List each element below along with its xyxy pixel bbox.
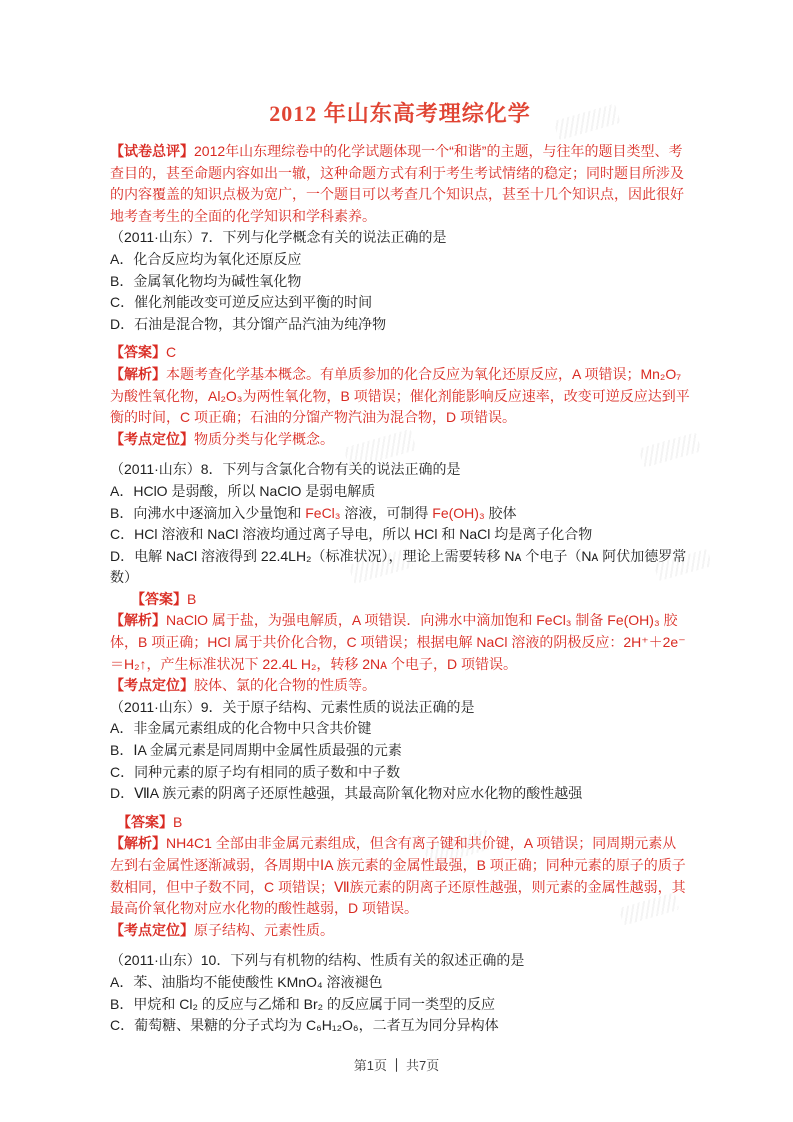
question-block <box>110 950 690 1036</box>
text-segment: 胶体、氯的化合物的性质等。 <box>194 677 376 694</box>
question-option <box>110 503 690 525</box>
text-segment: 金属氧化物均为碱性氧化物 <box>133 272 302 289</box>
footer-separator: ｜ <box>389 1058 403 1073</box>
text-segment: 苯、油脂均不能使酸性 KMnO₄ 溶液褪色 <box>133 973 383 990</box>
question-option <box>110 740 690 762</box>
text-segment: HClO 是弱酸，所以 NaClO 是弱电解质 <box>133 482 376 499</box>
question-block <box>110 697 690 942</box>
question-option <box>110 271 690 293</box>
text-segment: Fe(OH)₃ <box>432 504 485 521</box>
text-segment: 溶液，可制得 <box>340 504 433 521</box>
answer-line <box>110 589 690 611</box>
question-stem: （2011·山东）9．关于原子结构、元素性质的说法正确的是 <box>110 698 475 715</box>
question-option <box>110 783 690 805</box>
option-label: B． <box>110 742 134 759</box>
text-segment: ⅠA 金属元素是同周期中金属性质最强的元素 <box>133 742 402 759</box>
text-segment: 物质分类与化学概念。 <box>194 430 334 447</box>
text-segment <box>110 591 138 607</box>
question-option <box>110 972 690 994</box>
content-area <box>110 100 690 1037</box>
text-segment: C <box>166 344 177 361</box>
text-segment: 石油是混合物，其分馏产品汽油为纯净物 <box>134 315 387 332</box>
focus-line <box>110 920 690 942</box>
option-label: D． <box>110 315 135 332</box>
text-segment: B <box>187 590 197 607</box>
text-segment: B <box>173 813 183 830</box>
text-segment: 2012年山东理综卷中的化学试题体现一个“和谐”的主题，与往年的题目类型、考查目的，甚至命题内容如出一辙，这种命题方式有利于考生考试情绪的稳定；同时题目所涉及的内容覆盖的知识点极为宽广，一个题目可以考查几个知识点，甚至十几个知识点，因此很好地考查考生的全面的化学知识和学科素养。 <box>110 143 684 224</box>
question-option <box>110 292 690 314</box>
option-label: C． <box>110 526 135 543</box>
text-segment: HCl 溶液和 NaCl 溶液均通过离子导电，所以 HCl 和 NaCl 均是离子化合物 <box>134 526 593 543</box>
footer-page-number: 第1页 <box>353 1058 387 1073</box>
answer-line <box>110 342 690 364</box>
option-label: C． <box>110 1017 135 1034</box>
answer-line <box>110 812 690 834</box>
text-segment: 【考点定位】 <box>110 921 194 938</box>
option-label: A． <box>110 973 134 990</box>
question-block <box>110 459 690 697</box>
text-segment: 催化剂能改变可逆反应达到平衡的时间 <box>134 294 373 311</box>
question-option <box>110 481 690 503</box>
text-segment: 【答案】 <box>110 344 166 361</box>
text-segment: 非金属元素组成的化合物中只含共价键 <box>133 720 372 737</box>
text-segment: 【考点定位】 <box>110 430 194 447</box>
text-segment: 【答案】 <box>124 813 173 830</box>
analysis-paragraph <box>110 610 690 675</box>
text-segment: 化合反应均为氧化还原反应 <box>133 250 302 267</box>
text-segment: 【考点定位】 <box>110 677 194 694</box>
text-segment: 原子结构、元素性质。 <box>194 921 334 938</box>
option-label: D． <box>110 785 135 802</box>
text-segment: 【解析】 <box>110 612 166 629</box>
text-segment: 甲烷和 Cl₂ 的反应与乙烯和 Br₂ 的反应属于同一类型的反应 <box>133 995 495 1012</box>
text-segment: 【答案】 <box>138 590 187 607</box>
analysis-paragraph <box>110 364 690 429</box>
text-segment: 葡萄糖、果糖的分子式均为 C₆H₁₂O₆，二者互为同分异构体 <box>134 1017 499 1034</box>
question-option <box>110 718 690 740</box>
page-footer <box>0 1057 793 1075</box>
question-option <box>110 546 690 589</box>
focus-line <box>110 429 690 451</box>
question-option <box>110 249 690 271</box>
option-label: D． <box>110 547 135 564</box>
question-stem: （2011·山东）8．下列与含氯化合物有关的说法正确的是 <box>110 461 461 478</box>
option-label: B． <box>110 995 134 1012</box>
focus-line <box>110 675 690 697</box>
text-segment: 电解 NaCl 溶液得到 22.4LH₂（标准状况），理论上需要转移 Nᴀ 个电子（Nᴀ 阿伏加德罗常数） <box>110 547 687 586</box>
option-label: C． <box>110 294 135 311</box>
question-option <box>110 994 690 1016</box>
question-option <box>110 314 690 336</box>
option-label: A． <box>110 720 134 737</box>
question-stem: （2011·山东）7．下列与化学概念有关的说法正确的是 <box>110 229 447 246</box>
text-segment: 【解析】 <box>110 365 166 382</box>
text-segment: NaClO 属于盐，为强电解质，A 项错误．向沸水中滴加饱和 FeCl₃ 制备 Fe(OH)₃ 胶体，B 项正确；HCl 属于共价化合物，C 项错误；根据电解 NaCl 溶液的阴极反应：2H⁺＋2e⁻＝H₂↑，产生标准状况下 22.4L H₂，转移 2Nᴀ 个电子，D 项错误。 <box>110 612 686 672</box>
text-segment <box>110 814 124 830</box>
text-segment: ⅦA 族元素的阴离子还原性越强，其最高阶氧化物对应水化物的酸性越强 <box>134 785 583 802</box>
text-segment: 本题考查化学基本概念。有单质参加的化合反应为氧化还原反应，A 项错误；Mn₂O₇为酸性氧化物，Al₂O₃为两性氧化物，B 项错误；催化剂能影响反应速率，改变可逆反应达到平衡的时间，C 项正确；石油的分馏产物汽油为混合物，D 项错误。 <box>110 365 690 426</box>
analysis-paragraph <box>110 833 690 919</box>
option-label: B． <box>110 504 134 521</box>
text-segment: 【解析】 <box>110 835 166 852</box>
question-option <box>110 762 690 784</box>
question-option <box>110 1015 690 1037</box>
option-label: A． <box>110 250 134 267</box>
option-label: B． <box>110 272 134 289</box>
document-title: 2012 年山东高考理综化学 <box>269 101 531 126</box>
question-stem: （2011·山东）10．下列与有机物的结构、性质有关的叙述正确的是 <box>110 952 525 969</box>
option-label: A． <box>110 482 134 499</box>
footer-total-pages: 共7页 <box>406 1058 440 1073</box>
text-segment: 向沸水中逐滴加入少量饱和 <box>133 504 306 521</box>
text-segment: 同种元素的原子均有相同的质子数和中子数 <box>134 763 401 780</box>
overview-paragraph <box>110 141 690 227</box>
text-segment: 胶体 <box>484 504 517 521</box>
question-block <box>110 227 690 450</box>
option-label: C． <box>110 763 135 780</box>
text-segment: NH4C1 全部由非金属元素组成，但含有离子键和共价键，A 项错误；同周期元素从左到右金属性逐渐减弱，各周期中ⅠA 族元素的金属性最强，B 项正确；同种元素的原子的质子数相同，但中子数不同，C 项错误；Ⅶ族元素的阴离子还原性越强，则元素的金属性越弱，其最高价氧化物对应水化物的酸性越弱，D 项错误。 <box>110 835 686 917</box>
question-option <box>110 524 690 546</box>
text-segment: FeCl₃ <box>305 504 341 521</box>
questions-container <box>110 227 690 1036</box>
text-segment: 【试卷总评】 <box>110 143 194 159</box>
